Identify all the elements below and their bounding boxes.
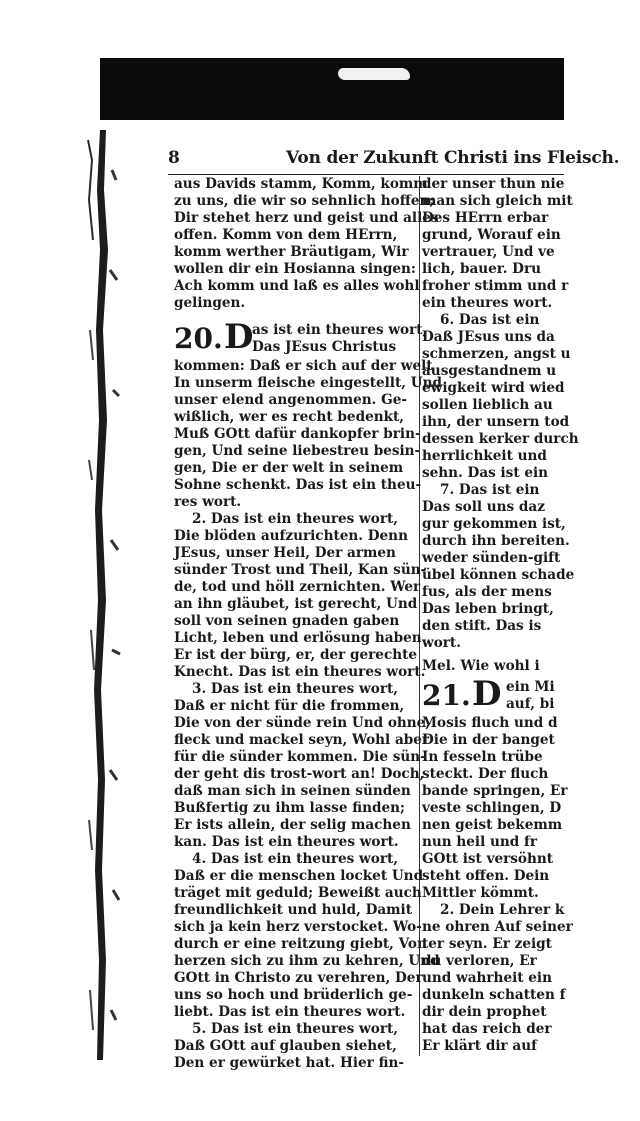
drop-cap: D [472,674,502,714]
text-line: durch er eine reitzung giebt, Von [174,936,427,952]
text-line: und wahrheit ein [422,970,552,986]
text-line: In fesseln trübe [422,749,543,765]
running-title: Von der Zukunft Christi ins Fleisch. [286,148,620,168]
text-line: Daß er nicht für die frommen, [174,698,405,714]
scan-dark-band [100,58,564,120]
text-line: steckt. Der fluch [422,766,549,782]
text-line: Daß er die menschen locket Und [174,868,424,884]
running-header [168,148,620,174]
text-line: 2. Das ist ein theures wort, [192,511,398,527]
text-line: fus, als der mens [422,584,552,600]
text-line: 2. Dein Lehrer k [440,902,565,918]
text-line: 7. Das ist ein [440,482,540,498]
stanza-6 [422,312,579,482]
text-line: Des HErrn erbar [422,210,549,226]
text-line: 4. Das ist ein theures wort, [192,851,398,867]
text-line: veste schlingen, D [422,800,562,816]
text-line: Das leben bringt, [422,601,554,617]
page-number: 8 [168,148,180,168]
text-line: herzen sich zu ihm zu kehren, Und [174,953,440,969]
text-line: ne ohren Auf seiner [422,919,573,935]
text-line: Die in der banget [422,732,555,748]
hymn-20-stanza-1 [174,358,442,511]
text-line: schmerzen, angst u [422,346,571,362]
text-line: Die blöden aufzurichten. Denn [174,528,408,544]
text-line: Er ists allein, der selig machen [174,817,411,833]
text-line: dir dein prophet [422,1004,547,1020]
text-line: gelingen. [174,295,246,311]
text-line: wißlich, wer es recht bedenkt, [174,409,405,425]
text-line: vertrauer, Und ve [422,244,555,260]
text-line: soll von seinen gnaden gaben [174,613,400,629]
text-line: Den er gewürket hat. Hier fin- [174,1055,404,1071]
text-line: Muß GOtt dafür dankopfer brin- [174,426,421,442]
text-line: übel können schade [422,567,575,583]
hymn-number: 20. [174,322,223,355]
text-line: GOtt in Christo zu verehren, Der [174,970,423,986]
text-line: den stift. Das is [422,618,542,634]
text-line: Dir stehet herz und geist und alles [174,210,439,226]
text-line: gen, Die er der welt in seinem [174,460,404,476]
text-line: wort. [422,635,461,651]
text-line: ihn, der unsern tod [422,414,570,430]
text-line: Mittler kömmt. [422,885,539,901]
text-line: ter seyn. Er zeigt [422,936,552,952]
text-line: träget mit geduld; Beweißt auch [174,885,422,901]
text-line: du verloren, Er [422,953,537,969]
text-line: Er klärt dir auf [422,1038,537,1054]
text-line: Bußfertig zu ihm lasse finden; [174,800,406,816]
text-line: bande springen, Er [422,783,568,799]
text-line: zu uns, die wir so sehnlich hoffen; [174,193,435,209]
text-line: ausgestandnem u [422,363,557,379]
text-line: aus Davids stamm, Komm, komm [174,176,428,192]
text-line: kan. Das ist ein theures wort. [174,834,399,850]
text-line: gur gekommen ist, [422,516,566,532]
melody-line: Mel. Wie wohl i [422,658,540,674]
text-line: liebt. Das ist ein theures wort. [174,1004,406,1020]
text-line: In unserm fleische eingestellt, Und [174,375,442,391]
stanza-5 [174,1021,418,1072]
text-line: sich ja kein herz verstocket. Wo- [174,919,422,935]
text-line: man sich gleich mit [422,193,573,209]
text-line: gen, Und seine liebestreu besin- [174,443,421,459]
hymn-number: 21. [422,679,471,712]
text-line: GOtt ist versöhnt [422,851,554,867]
drop-cap: D [224,317,254,357]
text-line: uns so hoch und brüderlich ge- [174,987,413,1003]
hymn-21-stanza-2 [422,902,573,1055]
text-line: daß man sich in seinen sünden [174,783,411,799]
right-top-stanza [422,176,573,312]
right-column [422,176,579,1060]
text-line: grund, Worauf ein [422,227,561,243]
hymn-first-line: ein Mi [506,679,555,695]
text-line: freundlichkeit und huld, Damit [174,902,412,918]
text-line: fleck und mackel seyn, Wohl aber [174,732,430,748]
book-page [118,140,620,1071]
band-light-nick [338,68,410,80]
text-line: Daß JEsus uns da [422,329,555,345]
text-line: ewigkeit wird wied [422,380,565,396]
hymn-second-line: auf, bi [506,696,555,712]
hymn-20-heading [174,317,428,358]
text-line: kommen: Daß er sich auf der welt [174,358,433,374]
text-line: hat das reich der [422,1021,552,1037]
text-line: JEsus, unser Heil, Der armen [174,545,396,561]
stanza-7 [422,482,575,652]
text-line: weder sünden-gift [422,550,561,566]
hymn-first-line: as ist ein theures wort, [252,322,428,338]
text-line: steht offen. Dein [422,868,550,884]
text-line: sehn. Das ist ein [422,465,549,481]
text-line: dunkeln schatten f [422,987,566,1003]
text-line: komm werther Bräutigam, Wir [174,244,409,260]
hymn-second-line: Das JEsus Christus [252,339,397,355]
hymn-21-stanza-1 [422,715,568,902]
text-line: der geht dis trost-wort an! Doch, [174,766,425,782]
text-line: der unser thun nie [422,176,565,192]
text-line: Die von der sünde rein Und ohne, [174,715,431,731]
text-line: offen. Komm von dem HErrn, [174,227,398,243]
text-line: 6. Das ist ein [440,312,540,328]
text-line: ein theures wort. [422,295,553,311]
stanza-3 [174,681,431,851]
text-line: sollen lieblich au [422,397,553,413]
text-line: Daß GOtt auf glauben siehet, [174,1038,397,1054]
text-line: lich, bauer. Dru [422,261,542,277]
text-line: froher stimm und r [422,278,569,294]
text-line: an ihn gläubet, ist gerecht, Und [174,596,418,612]
left-column [174,176,442,1071]
text-line: nen geist bekemm [422,817,563,833]
stanza-2 [174,511,427,681]
text-line: unser elend angenommen. Ge- [174,392,408,408]
text-line: Knecht. Das ist ein theures wort. [174,664,426,680]
text-line: wollen dir ein Hosianna singen: [174,261,416,277]
text-line: Er ist der bürg, er, der gerechte [174,647,418,663]
text-line: de, tod und höll zernichten. Wer [174,579,421,595]
header-rule [168,174,564,175]
text-line: dessen kerker durch [422,431,579,447]
text-line: nun heil und fr [422,834,537,850]
text-line: 3. Das ist ein theures wort, [192,681,398,697]
text-line: für die sünder kommen. Die sün- [174,749,426,765]
text-line: res wort. [174,494,242,510]
text-line: Sohne schenkt. Das ist ein theu- [174,477,422,493]
hymn-21-heading [422,674,564,715]
text-line: Licht, leben und erlösung haben. [174,630,427,646]
stanza-4 [174,851,440,1021]
text-line: 5. Das ist ein theures wort, [192,1021,398,1037]
intro-stanza [174,176,439,312]
text-line: Ach komm und laß es alles wohl [174,278,420,294]
text-line: sünder Trost und Theil, Kan sün- [174,562,427,578]
text-line: Das soll uns daz [422,499,545,515]
text-line: durch ihn bereiten. [422,533,570,549]
text-line: herrlichkeit und [422,448,547,464]
text-line: Mosis fluch und d [422,715,558,731]
